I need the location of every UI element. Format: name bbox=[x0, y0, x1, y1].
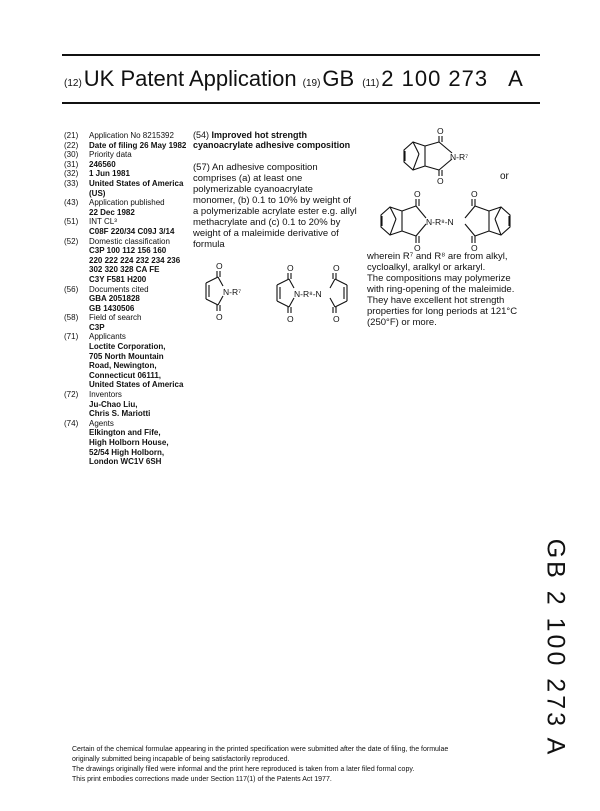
biblio-code: (43) bbox=[64, 198, 79, 208]
abstract-line: methacrylate and (c) 0.1 to 20% by bbox=[193, 217, 341, 228]
abstract-title-code: (54) bbox=[193, 130, 210, 140]
header-code-12: (12) bbox=[64, 78, 82, 89]
biblio-code: (33) bbox=[64, 178, 79, 188]
biblio-code: (52) bbox=[64, 236, 79, 246]
formula1-top-oxygen: O bbox=[437, 126, 444, 136]
biblio-code: (30) bbox=[64, 150, 79, 160]
biblio-value: United States of America bbox=[89, 380, 184, 390]
footnote-line: The drawings originally filed were informal and the print here reproduced is taken from a later filed formal copy. bbox=[72, 766, 415, 773]
description-line: The compositions may polymerize bbox=[367, 273, 511, 284]
biblio-value: Agents bbox=[89, 418, 114, 428]
biblio-value: Ju-Chao Liu, bbox=[89, 399, 138, 409]
formula-maleimide-nr7 bbox=[206, 271, 223, 311]
biblio-code: (31) bbox=[64, 159, 79, 169]
biblio-value: Connecticut 06111, bbox=[89, 370, 162, 380]
biblio-value: Documents cited bbox=[89, 284, 149, 294]
formula3-oxygen: O bbox=[216, 312, 223, 322]
header-code-11: (11) bbox=[362, 78, 380, 89]
biblio-value: INT CL³ bbox=[89, 217, 117, 227]
biblio-value: Loctite Corporation, bbox=[89, 342, 166, 352]
formula2-oxygen: O bbox=[414, 243, 421, 253]
biblio-code: (22) bbox=[64, 140, 79, 150]
biblio-value: 246560 bbox=[89, 159, 116, 169]
description-line: with ring-opening of the maleimide. bbox=[367, 284, 515, 295]
biblio-value: (US) bbox=[89, 188, 106, 198]
biblio-value: Inventors bbox=[89, 390, 122, 400]
biblio-value: London WC1V 6SH bbox=[89, 457, 162, 467]
biblio-value: Application No 8215392 bbox=[89, 131, 174, 140]
publication-number: 2 100 273 bbox=[381, 66, 489, 91]
biblio-code: (74) bbox=[64, 418, 79, 428]
abstract-line: monomer, (b) 0.1 to 10% by weight of bbox=[193, 195, 351, 206]
biblio-value: C08F 220/34 C09J 3/14 bbox=[89, 226, 175, 236]
biblio-value: Date of filing 26 May 1982 bbox=[89, 140, 187, 150]
footnote-line: Certain of the chemical formulae appearing in the printed specification were submitted after the date of filing, the formulae bbox=[72, 746, 449, 753]
description-line: wherein R⁷ and R⁸ are from alkyl, bbox=[367, 251, 508, 262]
formula2-oxygen: O bbox=[471, 189, 478, 199]
biblio-code: (51) bbox=[64, 217, 79, 227]
biblio-value: C3P 100 112 156 160 bbox=[89, 246, 167, 256]
formula2-oxygen: O bbox=[471, 243, 478, 253]
footnote bbox=[72, 745, 542, 785]
formula4-oxygen: O bbox=[333, 314, 340, 324]
biblio-value: C3Y F581 H200 bbox=[89, 274, 147, 284]
abstract-line: (57) An adhesive composition bbox=[193, 162, 318, 173]
description-line: They have excellent hot strength bbox=[367, 295, 505, 306]
description-line: (250°F) or more. bbox=[367, 317, 437, 328]
description-line: cycloalkyl, aralkyl or arkaryl. bbox=[367, 262, 486, 273]
abstract-line: comprises (a) at least one bbox=[193, 173, 303, 184]
formula-bicyclic-imide-nr7 bbox=[404, 136, 452, 176]
description-line: properties for long periods at 121°C bbox=[367, 306, 518, 317]
biblio-value: GBA 2051828 bbox=[89, 294, 140, 304]
abstract-title-line2: cyanoacrylate adhesive composition bbox=[193, 140, 351, 150]
formula3-oxygen: O bbox=[216, 261, 223, 271]
formula1-nr7-label: N-R⁷ bbox=[450, 152, 469, 162]
header-code-19: (19) bbox=[302, 78, 321, 89]
abstract-line: polymerizable cyanoacrylate bbox=[193, 184, 313, 195]
biblio-value: 220 222 224 232 234 236 bbox=[89, 255, 181, 265]
formula2-nr8n-label: N-R⁸-N bbox=[426, 217, 454, 227]
kind-code: A bbox=[508, 66, 523, 91]
biblio-value: Road, Newington, bbox=[89, 361, 157, 371]
formula4-nr8n-label: N-R⁸-N bbox=[294, 289, 322, 299]
formula4-oxygen: O bbox=[333, 263, 340, 273]
or-label: or bbox=[500, 171, 509, 182]
footnote-line: originally submitted being incapable of being satisfactorily reproduced. bbox=[72, 756, 290, 763]
abstract-line: weight of a maleimide derivative of bbox=[193, 228, 339, 239]
biblio-value: 705 North Mountain bbox=[89, 351, 164, 361]
biblio-value: United States of America bbox=[89, 178, 184, 188]
biblio-value: Application published bbox=[89, 198, 165, 208]
formula4-oxygen: O bbox=[287, 263, 294, 273]
formula3-nr7-label: N-R⁷ bbox=[223, 287, 242, 297]
footnote-line: This print embodies corrections made under Section 117(1) of the Patents Act 1977. bbox=[72, 776, 332, 783]
biblio-value: Domestic classification bbox=[89, 236, 170, 246]
biblio-value: 22 Dec 1982 bbox=[89, 207, 135, 217]
biblio-value: C3P bbox=[89, 322, 105, 332]
country-code: GB bbox=[322, 66, 355, 91]
biblio-value: Priority data bbox=[89, 150, 132, 160]
side-number-text: GB 2 100 273 A bbox=[541, 538, 570, 758]
abstract-line: formula bbox=[193, 239, 225, 250]
document-type: UK Patent Application bbox=[83, 66, 297, 91]
biblio-code: (56) bbox=[64, 284, 79, 294]
biblio-code: (21) bbox=[64, 131, 79, 140]
biblio-code: (72) bbox=[64, 390, 79, 400]
biblio-value: 1 Jun 1981 bbox=[89, 169, 130, 179]
biblio-value: 52/54 High Holborn, bbox=[89, 447, 165, 457]
biblio-value: Field of search bbox=[89, 313, 142, 323]
biblio-code: (32) bbox=[64, 169, 79, 179]
abstract-line: a polymerizable acrylate ester e.g. allyl bbox=[193, 206, 357, 217]
biblio-value: 302 320 328 CA FE bbox=[89, 265, 160, 275]
formula2-oxygen: O bbox=[414, 189, 421, 199]
biblio-value: Elkington and Fife, bbox=[89, 428, 161, 438]
biblio-value: Chris S. Mariotti bbox=[89, 409, 151, 419]
biblio-code: (58) bbox=[64, 313, 79, 323]
formula4-oxygen: O bbox=[287, 314, 294, 324]
biblio-value: High Holborn House, bbox=[89, 438, 169, 447]
side-publication-number bbox=[535, 538, 575, 758]
biblio-value: GB 1430506 bbox=[89, 303, 135, 313]
abstract-title-line1: Improved hot strength bbox=[211, 130, 308, 140]
biblio-value: Applicants bbox=[89, 332, 126, 342]
biblio-code: (71) bbox=[64, 332, 79, 342]
formula1-bottom-oxygen: O bbox=[437, 176, 444, 186]
